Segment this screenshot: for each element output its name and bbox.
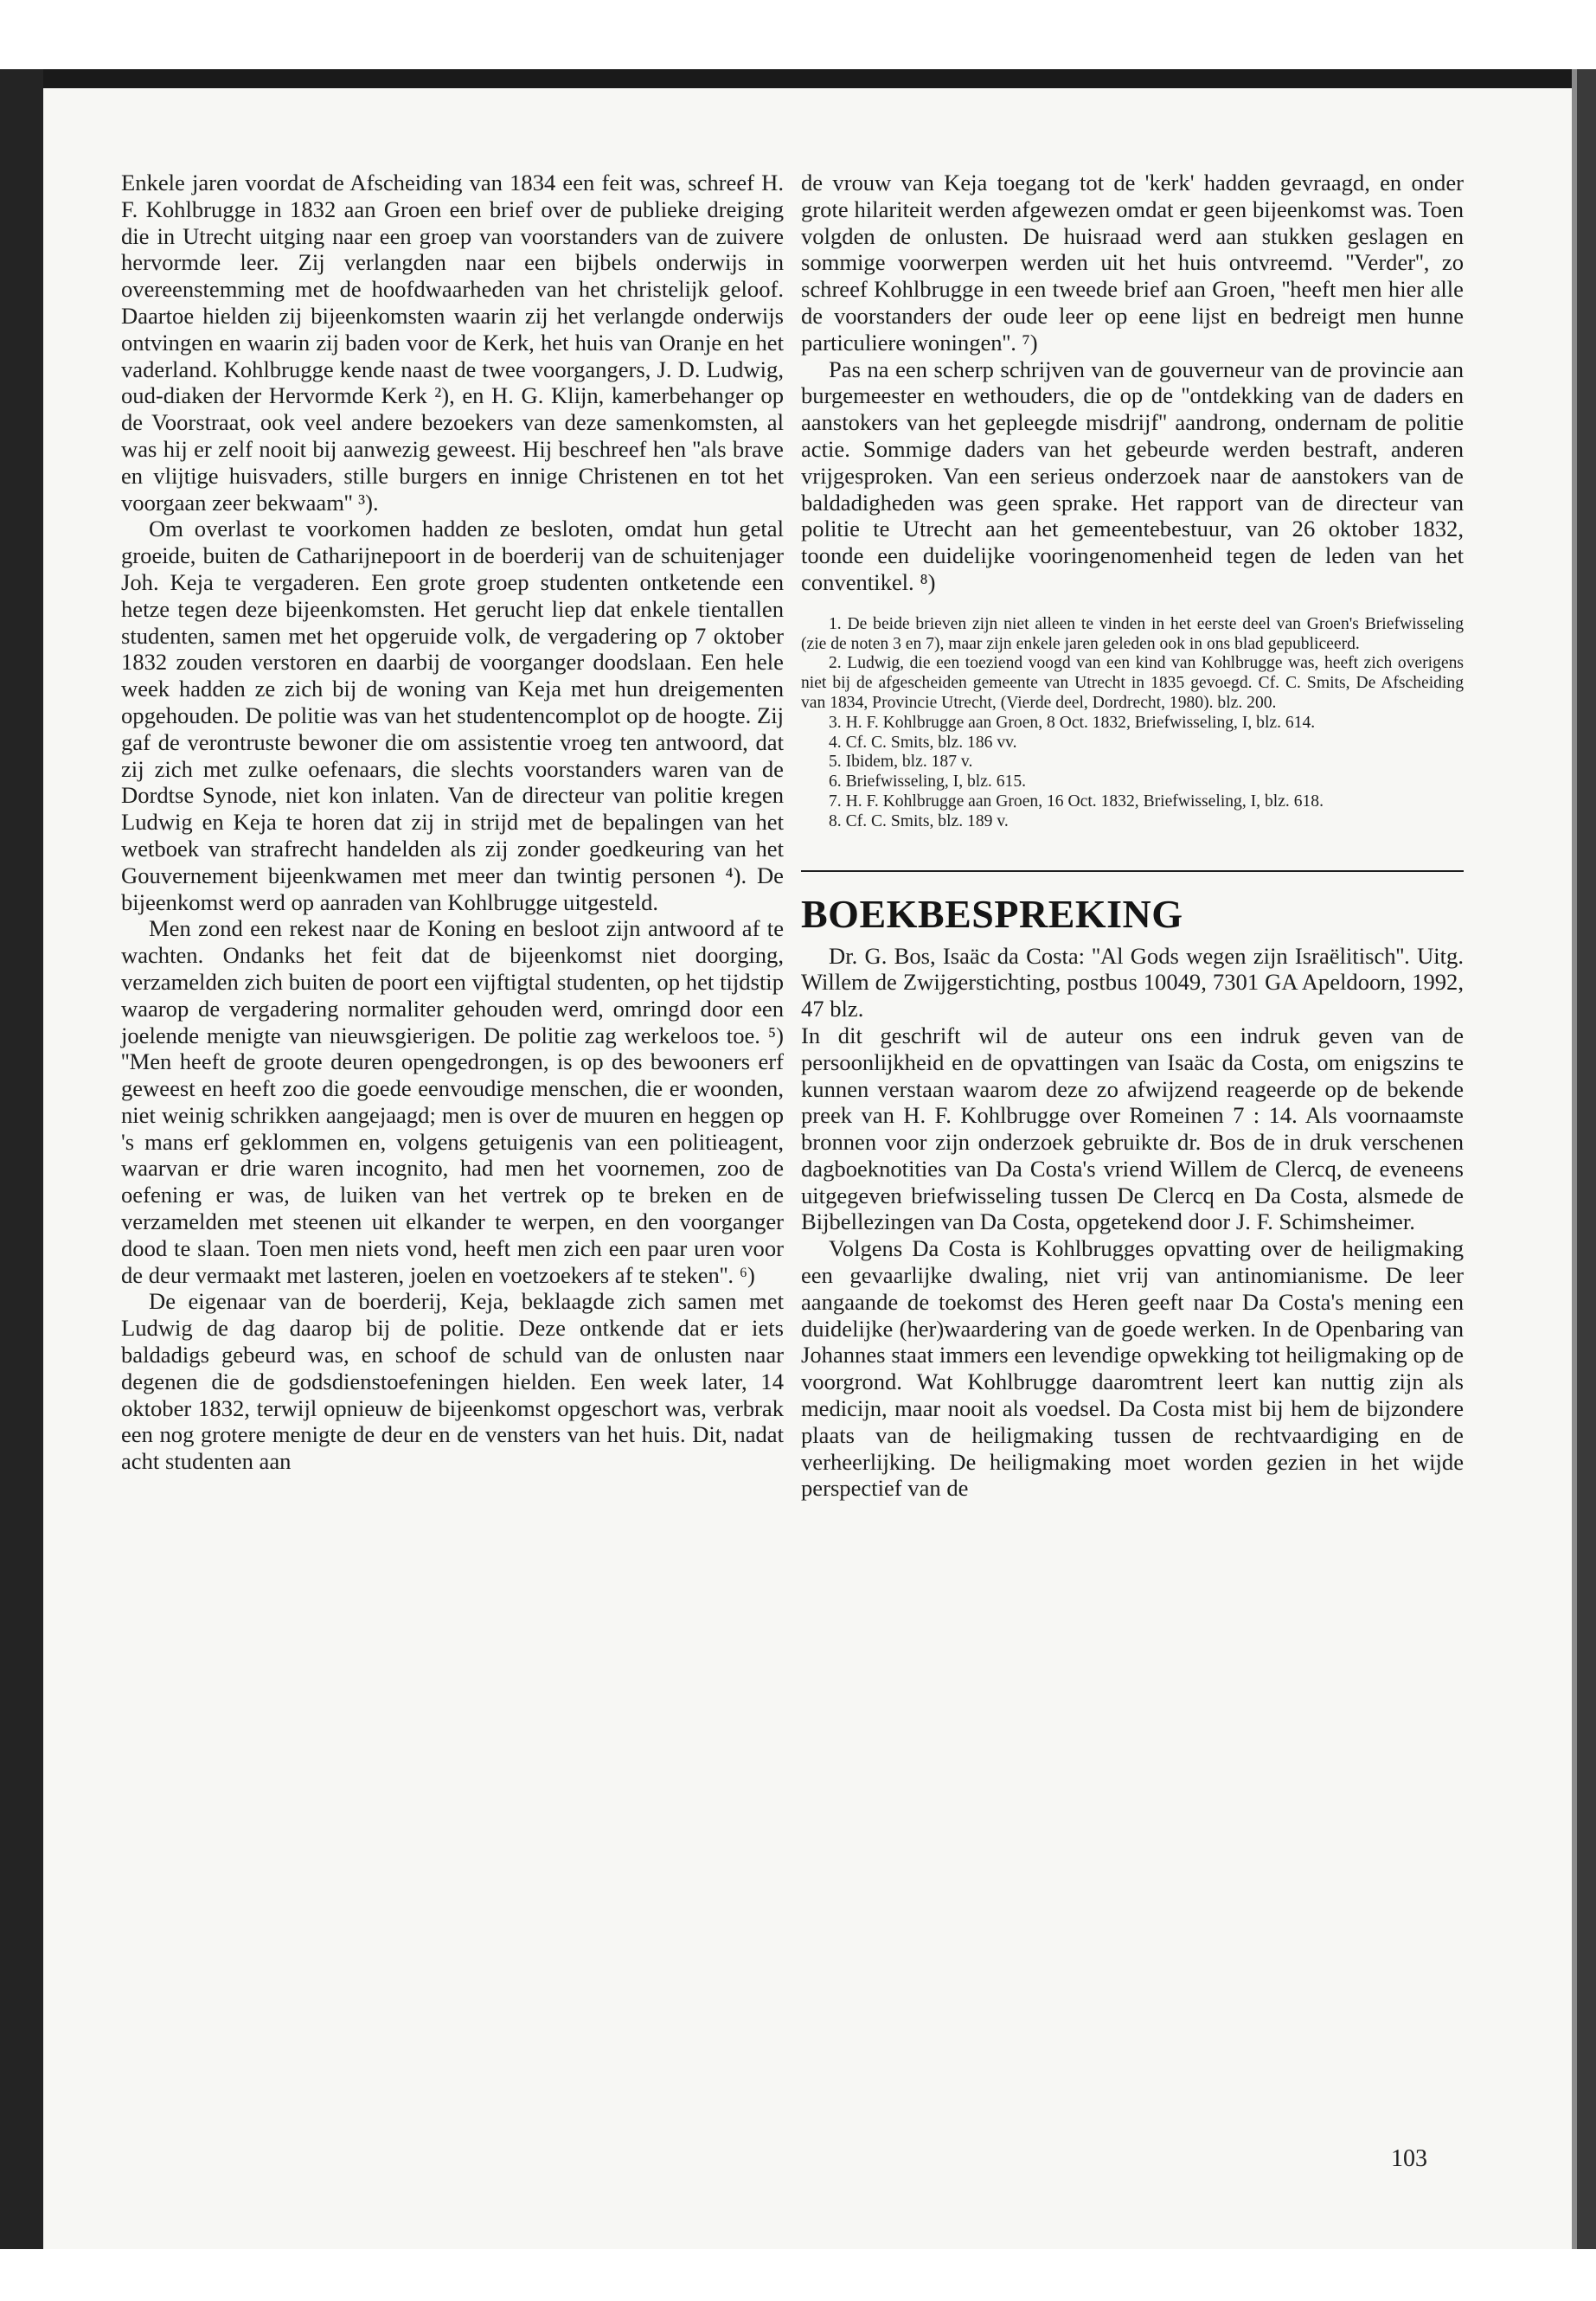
footnote: 2. Ludwig, die een toeziend voogd van een kind van Kohlbrugge was, heeft zich overigens niet bij de afgescheiden gemeente van Utrecht in 1835 gevoegd. Cf. C. Smits, De Afscheiding van 1834, Provincie Utrecht, (Vierde deel, Dordrecht, 1980). blz. 200. — [801, 654, 1464, 712]
body-paragraph: Men zond een rekest naar de Koning en besloot zijn antwoord af te wachten. Ondanks het feit dat de bijeenkomst niet doorging, verzamelden zich buiten de poort een vijftigtal studenten, op het tijdstip waarop de vergadering normaliter gehouden werd, omringd door een joelende menigte van nieuwsgierigen. De politie zag werkeloos toe. ⁵) ''Men heeft de groote deuren opengedrongen, is op des bewooners erf geweest en heeft zoo die goede eenvoudige menschen, die er woonden, niet weinig schrikken aangejaagd; men is over de muuren en heggen op 's mans erf geklommen en, volgens getuigenis van een politieagent, waarvan er drie waren incognito, had men het voornemen, zoo de oefening er was, de luiken van het vertrek op te breken en de verzamelden met steenen uit elkander te werpen, en den voorganger dood te slaan. Toen men niets vond, heeft men zich een paar uren voor de deur vermaakt met lasteren, joelen en voetzoekers af te steken''. ⁶) — [121, 915, 784, 1288]
book-page — [43, 88, 1572, 2249]
footnote: 7. H. F. Kohlbrugge aan Groen, 16 Oct. 1832, Briefwisseling, I, blz. 618. — [829, 792, 1324, 811]
left-column — [121, 170, 784, 1475]
scan-border-left — [0, 69, 43, 2258]
footnote: 5. Ibidem, blz. 187 v. — [829, 753, 973, 772]
footnote: 8. Cf. C. Smits, blz. 189 v. — [829, 811, 1009, 830]
body-paragraph: Enkele jaren voordat de Afscheiding van 1834 een feit was, schreef H. F. Kohlbrugge in 1832 aan Groen een brief over de publieke dreiging die in Utrecht uitging naar een groep van voorstanders van de zuivere hervormde leer. Zij verlangden naar een bijbels onderwijs in overeenstemming met de hoofdwaarheden van het christelijk geloof. Daartoe hielden zij bijeenkomsten waarin zij het verlangde onderwijs ontvingen en waarin zij baden voor de Kerk, het huis van Oranje en het vaderland. Kohlbrugge kende naast de twee voorgangers, J. D. Ludwig, oud-diaken der Hervormde Kerk ²), en H. G. Klijn, kamerbehanger op de Voorstraat, ook veel andere bezoekers van deze samenkomsten, al was hij er zelf nooit bij aanwezig geweest. Hij beschreef hen ''als brave en vlijtige huisvaders, stille burgers en innige Christenen en tot het voorgaan zeer bekwaam'' ³). — [121, 170, 784, 516]
body-paragraph: Pas na een scherp schrijven van de gouverneur van de provincie aan burgemeester en wethouders, die op de ''ontdekking van de daders en aanstokers van het gepleegde misdrijf'' aandrong, ondernam de politie actie. Sommige daders van het gebeurde werden bestraft, anderen vrijgesproken. Van een serieus onderzoek naar de aanstokers van de baldadigheden was geen sprake. Het rapport van de directeur van politie te Utrecht aan het gemeentebestuur, van 26 oktober 1832, toonde een duidelijke vooringenomenheid tegen de leden van het conventikel. ⁸) — [801, 356, 1464, 595]
section-heading: BOEKBESPREKING — [801, 891, 1183, 936]
footnote: 6. Briefwisseling, I, blz. 615. — [829, 772, 1027, 792]
footnote: 1. De beide brieven zijn niet alleen te vinden in het eerste deel van Groen's Briefwisseling (zie de noten 3 en 7), maar zijn enkele jaren geleden ook in ons blad gepubliceerd. — [801, 614, 1464, 653]
page-number: 103 — [1391, 2145, 1427, 2172]
body-paragraph: Om overlast te voorkomen hadden ze besloten, omdat hun getal groeide, buiten de Catharijnepoort in de boerderij van de schuitenjager Joh. Keja te vergaderen. Een grote groep studenten ontketende een hetze tegen deze bijeenkomsten. Het gerucht liep dat enkele tientallen studenten, samen met het opgeruide volk, de vergadering op 7 oktober 1832 zouden verstoren en daarbij de voorganger doodslaan. Een hele week hadden ze zich bij de woning van Keja met hun dreigementen opgehouden. De politie was van het studentencomplot op de hoogte. Zij gaf de verontruste bewoner die om assistentie vroeg ten antwoord, dat zij zich met zulke oefenaars, die slechts voorstanders waren van de Dordtse Synode, niet kon inlaten. Van de directeur van politie kregen Ludwig en Keja te horen dat zij in strijd met de bepalingen van het wetboek van strafrecht handelden als zij zonder goedkeuring van het Gouvernement bijeenkwamen met meer dan twintig personen ⁴). De bijeenkomst werd op aanraden van Kohlbrugge uitgesteld. — [121, 516, 784, 915]
section-divider — [801, 870, 1464, 872]
review-paragraph: In dit geschrift wil de auteur ons een indruk geven van de persoonlijkheid en de opvattingen van Isaäc da Costa, om enigszins te kunnen verstaan waarom deze zo afwijzend reageerde op de bekende preek van H. F. Kohlbrugge over Romeinen 7 : 14. Als voornaamste bronnen voor zijn onderzoek gebruikte dr. Bos de in druk verschenen dagboeknotities van Da Costa's vriend Willem de Clercq, de eveneens uitgegeven briefwisseling tussen De Clercq en Da Costa, alsmede de Bijbellezingen van Da Costa, opgetekend door J. F. Schimsheimer. — [801, 1022, 1464, 1235]
scan-margin-bottom — [0, 2249, 1596, 2301]
footnotes — [801, 615, 1464, 832]
book-citation: Dr. G. Bos, Isaäc da Costa: ''Al Gods wegen zijn Israëlitisch''. Uitg. Willem de Zwijgerstichting, postbus 10049, 7301 GA Apeldoorn, 1992, 47 blz. — [801, 942, 1464, 1022]
body-paragraph: De eigenaar van de boerderij, Keja, beklaagde zich samen met Ludwig de dag daarop bij de politie. Deze ontkende dat er iets baldadigs gebeurd was, en schoof de schuld van de onlusten naar degenen die de godsdienstoefeningen hielden. Een week later, 14 oktober 1832, terwijl opnieuw de bijeenkomst opgeschort was, verbrak een nog grotere menigte de deur en de vensters van het huis. Dit, nadat acht studenten aan — [121, 1288, 784, 1475]
scan-border-right — [1577, 69, 1596, 2258]
footnote: 3. H. F. Kohlbrugge aan Groen, 8 Oct. 1832, Briefwisseling, I, blz. 614. — [829, 713, 1316, 732]
body-paragraph: de vrouw van Keja toegang tot de 'kerk' hadden gevraagd, en onder grote hilariteit werden afgewezen omdat er geen bijeenkomst was. Toen volgden de onlusten. De huisraad werd aan stukken geslagen en sommige voorwerpen werden uit het huis ontvreemd. ''Verder'', zo schreef Kohlbrugge in een tweede brief aan Groen, ''heeft men hier alle de voorstanders der oude leer op eene lijst en bedreigt men hunne particuliere woningen''. ⁷) — [801, 170, 1464, 356]
scan-border-top — [10, 69, 1596, 88]
footnote: 4. Cf. C. Smits, blz. 186 vv. — [829, 733, 1017, 752]
review-paragraph: Volgens Da Costa is Kohlbrugges opvatting over de heiligmaking een gevaarlijke dwaling, niet vrij van antinomianisme. De leer aangaande de toekomst des Heren geeft naar Da Costa's mening een duidelijke (her)waardering van de goede werken. In de Openbaring van Johannes staat immers een levendige opwekking tot heiligmaking op de voorgrond. Wat Kohlbrugge daaromtrent leert kan nuttig zijn als medicijn, maar nooit als voedsel. Da Costa mist bij hem de bijzondere plaats van de heiligmaking tussen de rechtvaardiging en de verheerlijking. De heiligmaking moet worden gezien in het wijde perspectief van de — [801, 1235, 1464, 1502]
scan-margin-top — [0, 0, 1596, 69]
right-column — [801, 170, 1464, 1502]
